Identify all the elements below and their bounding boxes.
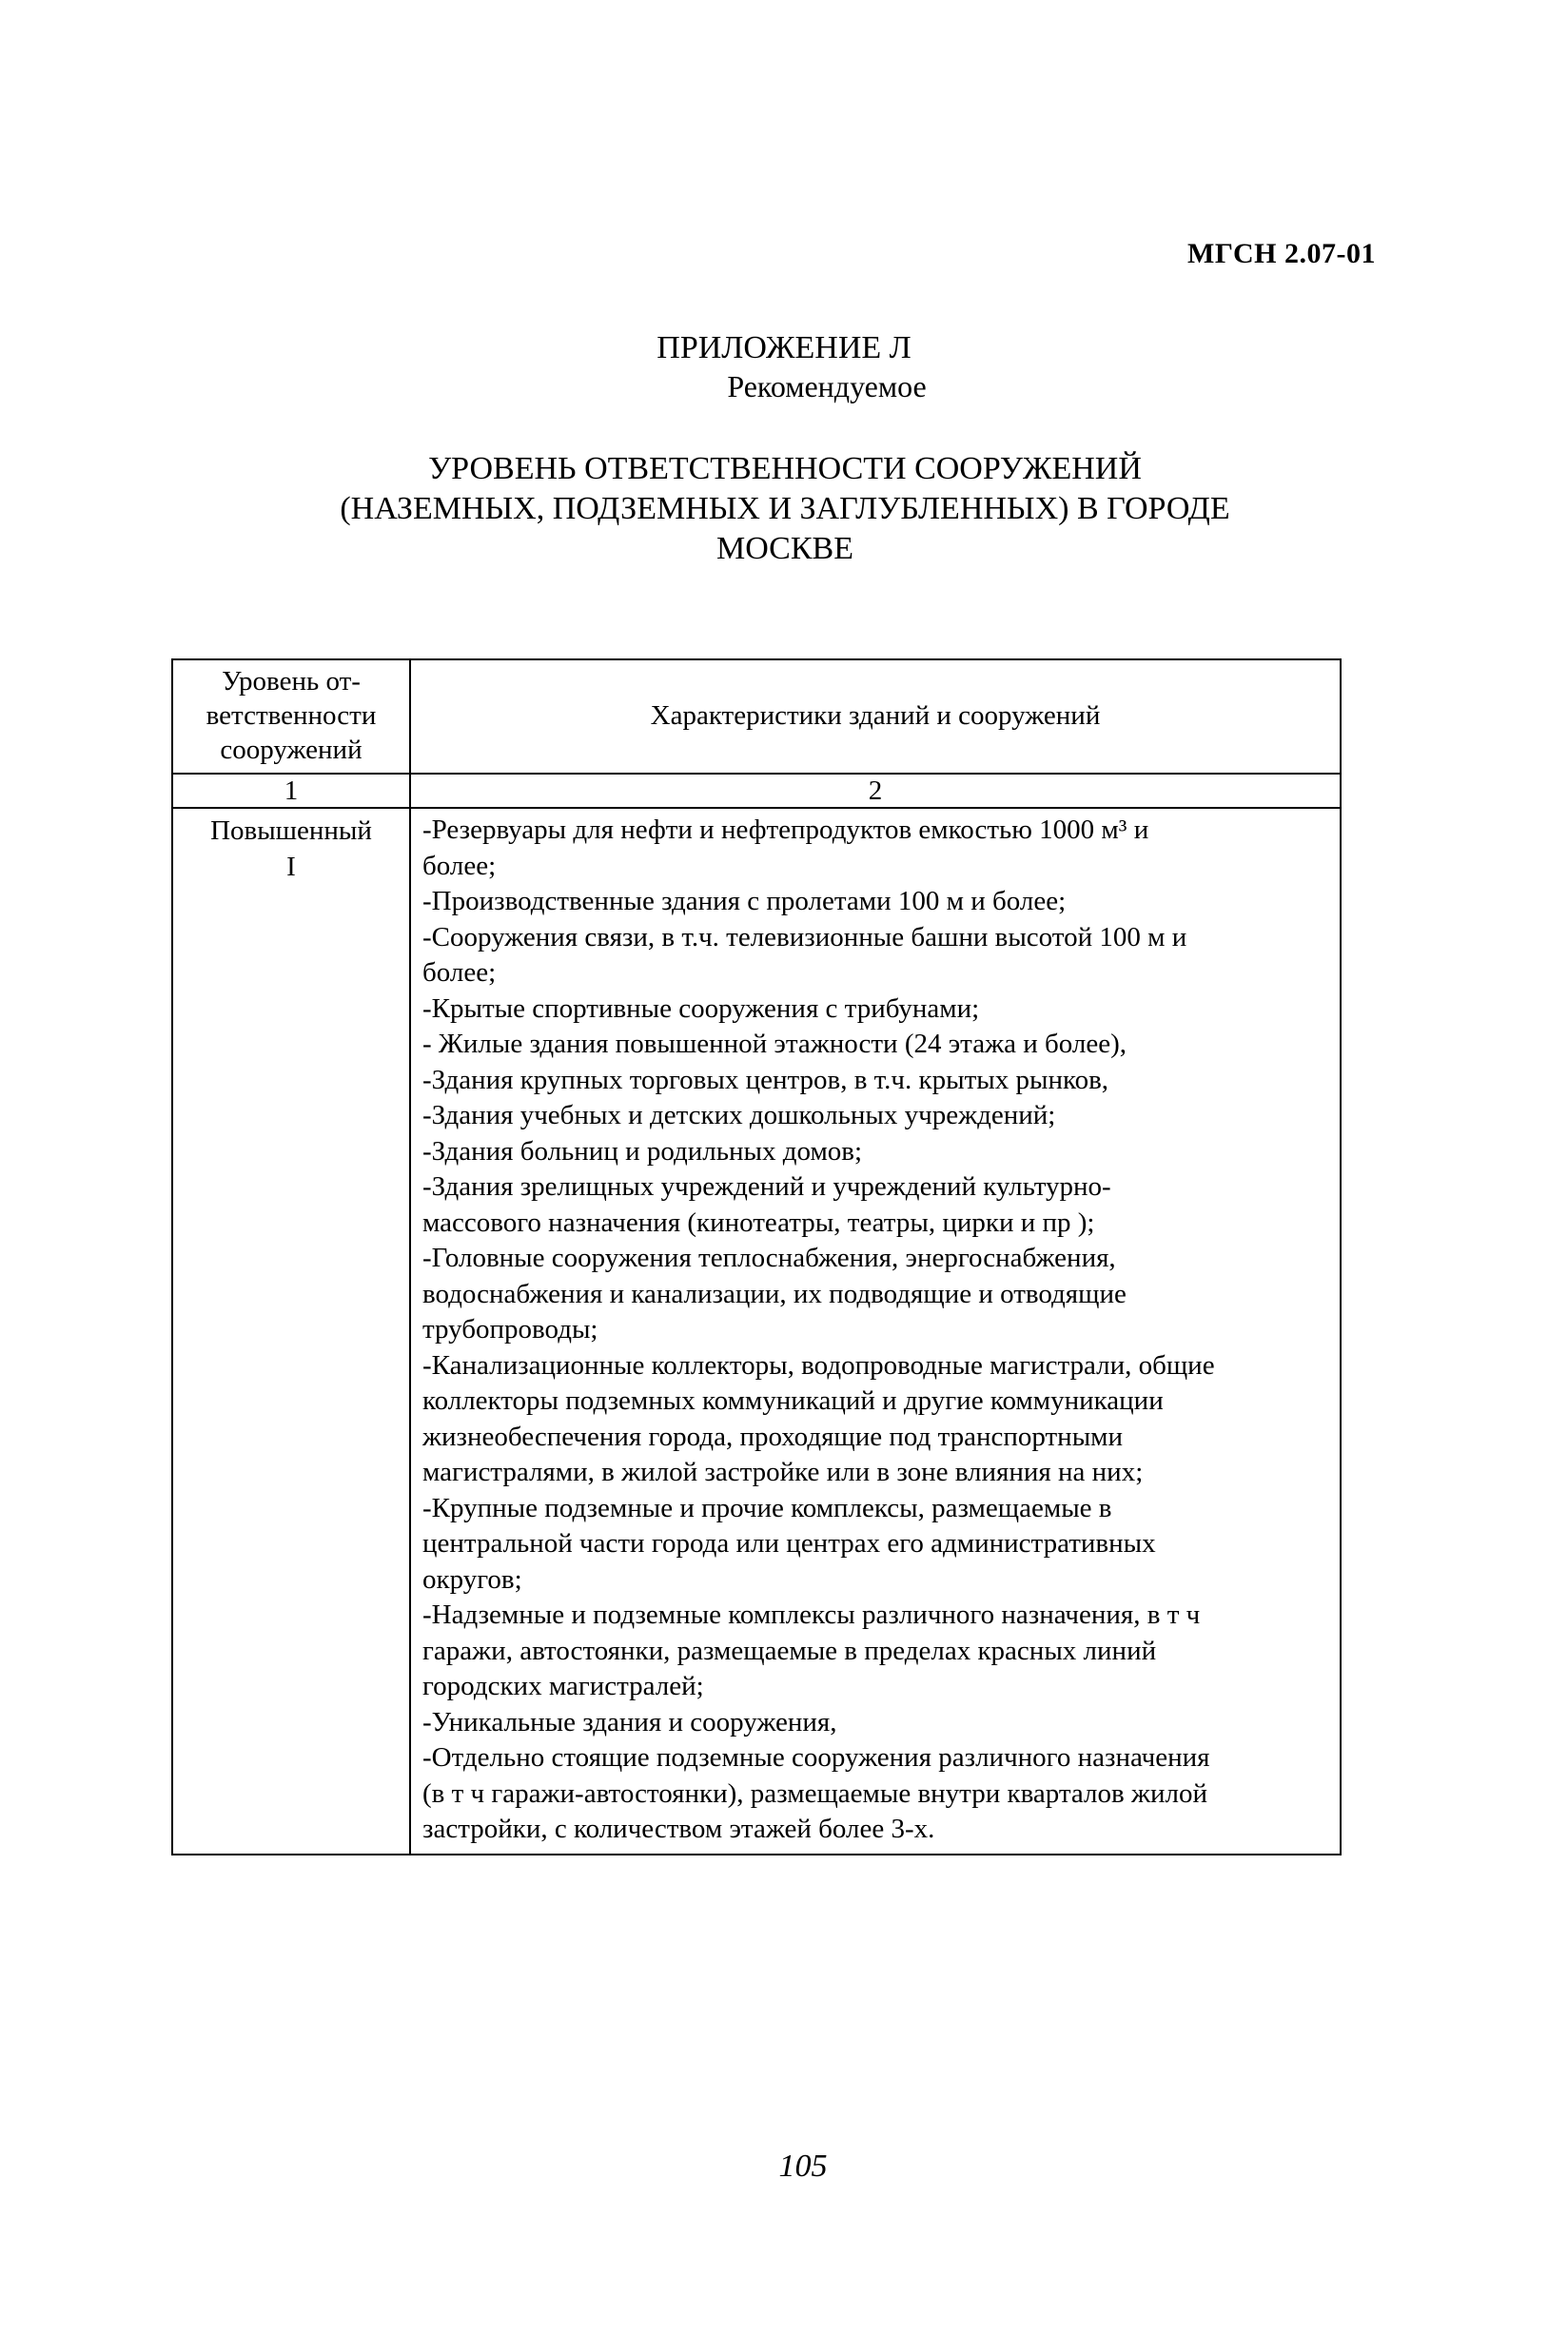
characteristic-line: более; — [422, 850, 497, 881]
table-header-row — [172, 659, 1341, 774]
characteristic-line: -Крупные подземные и прочие комплексы, размещаемые в — [422, 1492, 1112, 1523]
appendix-title: ПРИЛОЖЕНИЕ Л — [657, 330, 911, 365]
responsibility-table — [171, 658, 1342, 1855]
table-number-row — [172, 774, 1341, 808]
characteristic-line: трубопроводы; — [422, 1314, 598, 1345]
characteristic-line: -Резервуары для нефти и нефтепродуктов емкостью 1000 м³ и — [422, 815, 1149, 845]
characteristic-line: более; — [422, 957, 497, 988]
characteristic-line: центральной части города или центрах его административных — [422, 1528, 1156, 1559]
characteristic-line: - Жилые здания повышенной этажности (24 этажа и более), — [422, 1029, 1127, 1059]
appendix-title-block — [0, 329, 1568, 405]
column-number-2: 2 — [410, 774, 1341, 808]
main-heading: УРОВЕНЬ ОТВЕТСТВЕННОСТИ СООРУЖЕНИЙ (НАЗЕМНЫХ, ПОДЗЕМНЫХ И ЗАГЛУБЛЕННЫХ) В ГОРОДЕ МОСКВЕ — [340, 451, 1230, 566]
characteristics-list — [422, 813, 1332, 1848]
characteristic-line: -Отдельно стоящие подземные сооружения различного назначения — [422, 1742, 1210, 1773]
appendix-status: Рекомендуемое — [727, 369, 927, 403]
characteristic-line: -Производственные здания с пролетами 100 м и более; — [422, 886, 1067, 916]
characteristic-line: массового назначения (кинотеатры, театры, цирки и пр ); — [422, 1207, 1095, 1238]
characteristic-line: -Здания учебных и детских дошкольных учреждений; — [422, 1100, 1056, 1130]
characteristic-line: коллекторы подземных коммуникаций и другие коммуникации — [422, 1385, 1164, 1416]
document-code: МГСН 2.07-01 — [1187, 238, 1376, 269]
characteristic-line: -Сооружения связи, в т.ч. телевизионные башни высотой 100 м и — [422, 921, 1187, 952]
characteristic-line: -Крытые спортивные сооружения с трибунами; — [422, 992, 980, 1024]
column-header-level: Уровень от- ветственности сооружений — [172, 659, 410, 774]
characteristic-line: жизнеобеспечения города, проходящие под транспортными — [422, 1421, 1124, 1452]
characteristics-cell — [410, 808, 1341, 1855]
page-number: 105 — [778, 2149, 828, 2184]
column-number-1: 1 — [172, 774, 410, 808]
table-row — [172, 808, 1341, 1855]
level-cell: Повышенный I — [172, 808, 410, 1855]
characteristic-line: (в т ч гаражи-автостоянки), размещаемые внутри кварталов жилой — [422, 1777, 1207, 1809]
characteristic-line: -Головные сооружения теплоснабжения, энергоснабжения, — [422, 1243, 1116, 1273]
characteristic-line: -Надземные и подземные комплексы различного назначения, в т ч — [422, 1600, 1201, 1630]
characteristic-line: округов; — [422, 1563, 522, 1595]
column-header-characteristics: Характеристики зданий и сооружений — [410, 659, 1341, 774]
characteristic-line: водоснабжения и канализации, их подводящие и отводящие — [422, 1278, 1127, 1309]
characteristic-line: -Здания зрелищных учреждений и учреждений культурно- — [422, 1171, 1111, 1202]
characteristic-line: магистралями, в жилой застройке или в зоне влияния на них; — [422, 1457, 1144, 1487]
characteristic-line: застройки, с количеством этажей более 3-х. — [422, 1814, 935, 1844]
characteristic-line: -Здания крупных торговых центров, в т.ч. крытых рынков, — [422, 1064, 1109, 1095]
characteristic-line: -Уникальные здания и сооружения, — [422, 1706, 837, 1737]
characteristic-line: гаражи, автостоянки, размещаемые в пределах красных линий — [422, 1635, 1157, 1666]
characteristic-line: городских магистралей; — [422, 1671, 704, 1701]
characteristic-line: -Канализационные коллекторы, водопроводные магистрали, общие — [422, 1349, 1215, 1381]
characteristic-line: -Здания больниц и родильных домов; — [422, 1135, 863, 1167]
